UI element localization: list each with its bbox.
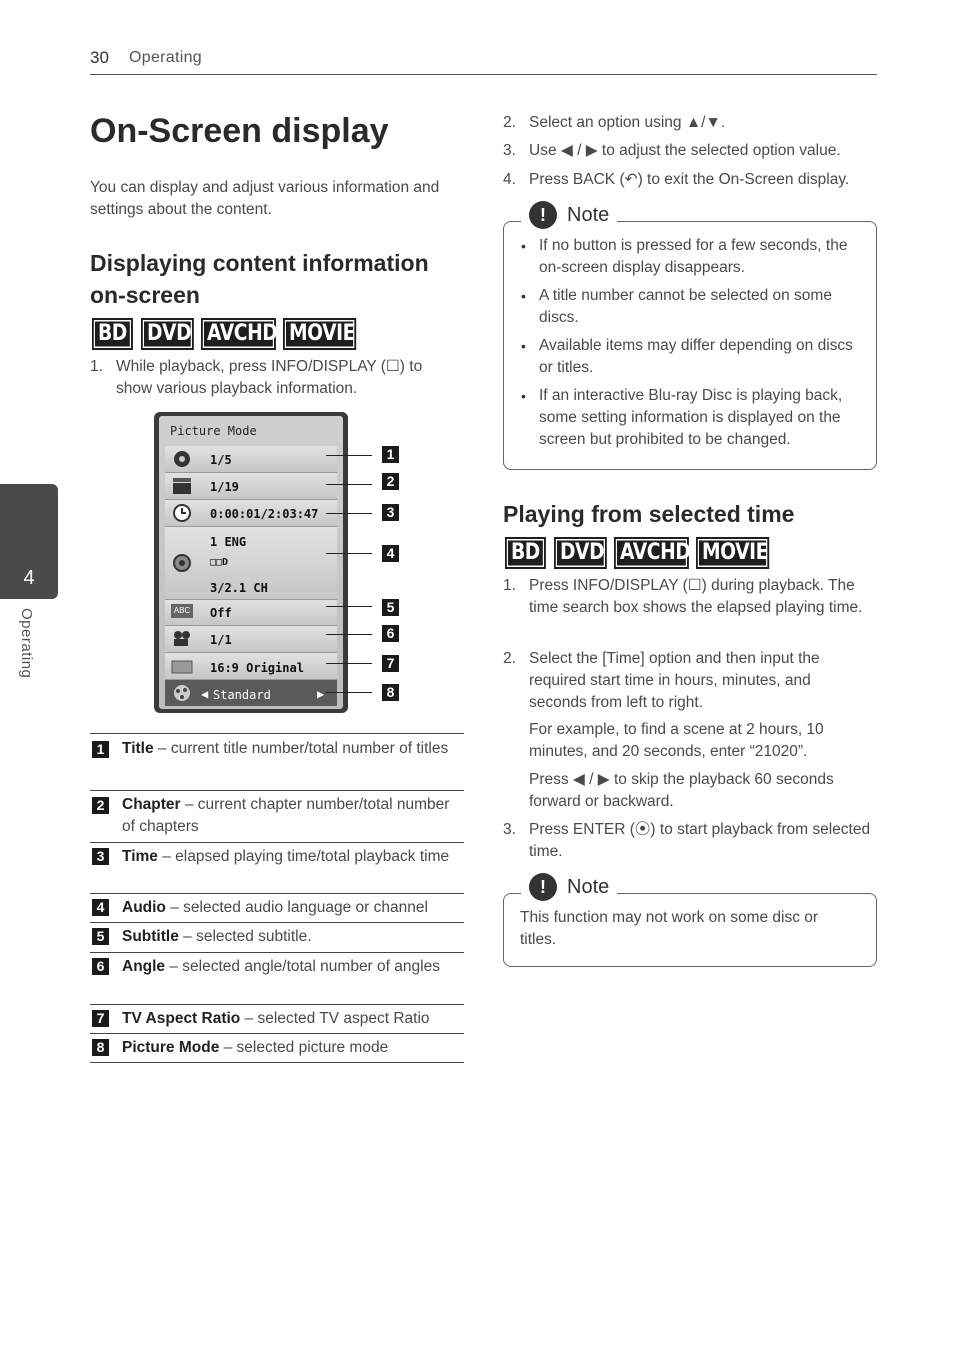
subtitle-abc-icon: ABC [171,604,193,618]
badge-dvd: DVD [554,537,607,569]
callout-5: 5 [382,599,399,616]
badge-movie: MOVIE [283,318,356,350]
time-step-example [503,719,875,763]
palette-icon [171,684,193,702]
definition-row [90,1033,464,1063]
definition-term: TV Aspect Ratio [122,1010,241,1027]
section-heading: Playing from selected time [503,501,795,527]
note-heading [521,873,617,901]
definition-row [90,893,464,923]
note-box [503,221,877,470]
definition-number: 5 [92,928,109,945]
badge-bd: BD [92,318,133,350]
osd-row-aspect [165,653,337,680]
definition-row [90,733,464,791]
badge-avchd: AVCHD [614,537,689,569]
bullet: • [521,338,526,354]
step-2 [503,112,883,134]
chapter-tab-label: Operating [18,608,35,679]
on-screen-display-image [154,412,348,713]
bullet: • [521,238,526,254]
note-bullet-item [521,285,869,329]
note-text: This function may not work on some disc or titles. [520,909,819,948]
osd-angle-value: 1/1 [210,633,232,647]
definition-number: 3 [92,848,109,865]
step-text: Press ENTER (⦿) to start playback from selected time. [529,821,871,860]
osd-chapter-value: 1/19 [210,480,239,494]
callout-line-3 [326,513,372,514]
definition-row [90,842,464,894]
callout-line-7 [326,663,372,664]
definition-number: 4 [92,899,109,916]
definition-text [122,846,457,868]
step-number: 1. [503,577,516,594]
osd-picture-mode-value: Standard [213,688,271,702]
step-number: 3. [503,821,516,838]
note-bullet-item [521,335,869,379]
note-box [503,893,877,967]
definition-desc: – elapsed playing time/total playback time [157,848,450,865]
header-rule [90,74,877,75]
callout-line-8 [326,692,372,693]
step-text: Press ◀ / ▶ to skip the playback 60 seconds forward or backward. [529,771,834,810]
callout-2: 2 [382,473,399,490]
step-text-line2: show various playback information. [116,380,358,397]
definition-desc: – current title number/total number of titles [153,740,449,757]
osd-audio-channel: 3/2.1 CH [210,581,268,595]
definition-row [90,790,464,842]
definition-desc: – current chapter number/total number of chapters [122,796,450,835]
step-text: Use ◀ / ▶ to adjust the selected option value. [529,142,841,159]
definition-desc: – selected audio language or channel [165,899,428,916]
osd-row-subtitle [165,600,337,626]
osd-time-value: 0:00:01/2:03:47 [210,507,319,521]
definition-desc: – selected picture mode [219,1039,389,1056]
callout-line-4 [326,553,372,554]
page-number: 30 [90,48,109,67]
badge-avchd: AVCHD [201,318,276,350]
definition-term: Audio [122,899,166,916]
osd-row-picture-mode [165,680,337,706]
page-title: On-Screen display [90,112,389,150]
osd-audio-codec: □□D [210,557,229,568]
step-text-line1: While playback, press INFO/DISPLAY (☐) to [116,358,423,375]
disc-format-badges [505,537,782,569]
clapperboard-icon [171,477,193,495]
step-text: Press INFO/DISPLAY (☐) during playback. The time search box shows the elapsed playing time. [529,577,863,616]
exclamation-icon: ! [529,873,557,901]
camera-icon [171,630,193,648]
step-text: Select the [Time] option and then input the required start time in hours, minutes, and seconds from left to right. [529,650,820,711]
osd-subtitle-value: Off [210,606,232,620]
callout-line-5 [326,606,372,607]
note-item-text: A title number cannot be selected on some discs. [539,287,832,326]
note-bullet-item [521,385,869,451]
definition-row [90,922,464,952]
clock-icon [171,504,193,522]
time-step-1 [503,575,875,641]
osd-aspect-value: 16:9 Original [210,661,304,675]
callout-1: 1 [382,446,399,463]
note-item-text: If an interactive Blu-ray Disc is playing back, some setting information is displayed on the screen but prohibited to be changed. [539,387,843,448]
osd-row-title [165,446,337,473]
definition-number: 6 [92,958,109,975]
step-number: 2. [503,650,516,667]
section-heading-line2: on-screen [90,282,200,308]
note-label: Note [567,875,610,898]
definition-number: 7 [92,1010,109,1027]
osd-row-time [165,500,337,527]
step-text: Select an option using ▲/▼. [529,114,726,131]
definition-desc: – selected angle/total number of angles [165,958,440,975]
definition-term: Chapter [122,796,181,813]
bullet: • [521,388,526,404]
time-step-3 [503,819,883,863]
exclamation-icon: ! [529,201,557,229]
definition-desc: – selected TV aspect Ratio [240,1010,430,1027]
step-1 [90,356,470,397]
note-bullet-item [521,235,869,279]
callout-6: 6 [382,625,399,642]
definition-number: 8 [92,1039,109,1056]
tv-aspect-icon [171,658,193,676]
speaker-icon [171,554,193,572]
step-4 [503,169,883,191]
callout-8: 8 [382,684,399,701]
callout-line-6 [326,634,372,635]
definition-text [122,956,457,978]
osd-row-chapter [165,473,337,500]
callout-line-2 [326,484,372,485]
osd-row-audio [165,527,337,600]
time-step-2 [503,648,875,714]
step-number: 3. [503,142,516,159]
definition-row [90,1004,464,1034]
definition-number: 2 [92,797,109,814]
bullet: • [521,288,526,304]
osd-audio-language: 1 ENG [210,535,247,549]
step-number: 2. [503,114,516,131]
definition-text [122,1037,457,1059]
definition-text [122,1008,457,1030]
section-heading-line1: Displaying content information [90,250,429,276]
note-heading [521,201,617,229]
left-arrow-icon: ◀ [201,687,209,701]
chapter-tab-number: 4 [23,567,35,589]
definition-term: Subtitle [122,928,179,945]
definition-text [122,794,457,838]
definition-text [122,738,457,760]
definition-text [122,926,457,948]
right-arrow-icon: ▶ [317,687,325,701]
intro-paragraph: You can display and adjust various information and settings about the content. [90,179,440,218]
step-text: Press BACK (↶) to exit the On-Screen display. [529,171,850,188]
definition-term: Time [122,848,158,865]
time-step-skip [503,769,875,813]
callout-4: 4 [382,545,399,562]
definition-row [90,952,464,1004]
definition-table-bottom-rule [90,1062,464,1063]
step-text: For example, to find a scene at 2 hours, 10 minutes, and 20 seconds, enter “21020”. [529,721,824,760]
osd-row-angle [165,626,337,653]
note-item-text: Available items may differ depending on discs or titles. [539,337,853,376]
definition-term: Angle [122,958,166,975]
step-3 [503,140,883,162]
badge-movie: MOVIE [696,537,769,569]
badge-bd: BD [505,537,546,569]
note-item-text: If no button is pressed for a few seconds, the on-screen display disappears. [539,237,848,276]
disc-format-badges [92,318,369,350]
definition-text [122,897,457,919]
callout-line-1 [326,455,372,456]
callout-7: 7 [382,655,399,672]
step-number: 1. [90,358,103,375]
note-label: Note [567,203,610,226]
definition-term: Picture Mode [122,1039,220,1056]
osd-title-value: 1/5 [210,453,232,467]
badge-dvd: DVD [141,318,194,350]
running-section-title: Operating [129,49,202,66]
definition-desc: – selected subtitle. [178,928,312,945]
osd-title: Picture Mode [170,424,257,438]
title-disc-icon [171,450,193,468]
step-number: 4. [503,171,516,188]
definition-term: Title [122,740,154,757]
definition-number: 1 [92,741,109,758]
callout-3: 3 [382,504,399,521]
